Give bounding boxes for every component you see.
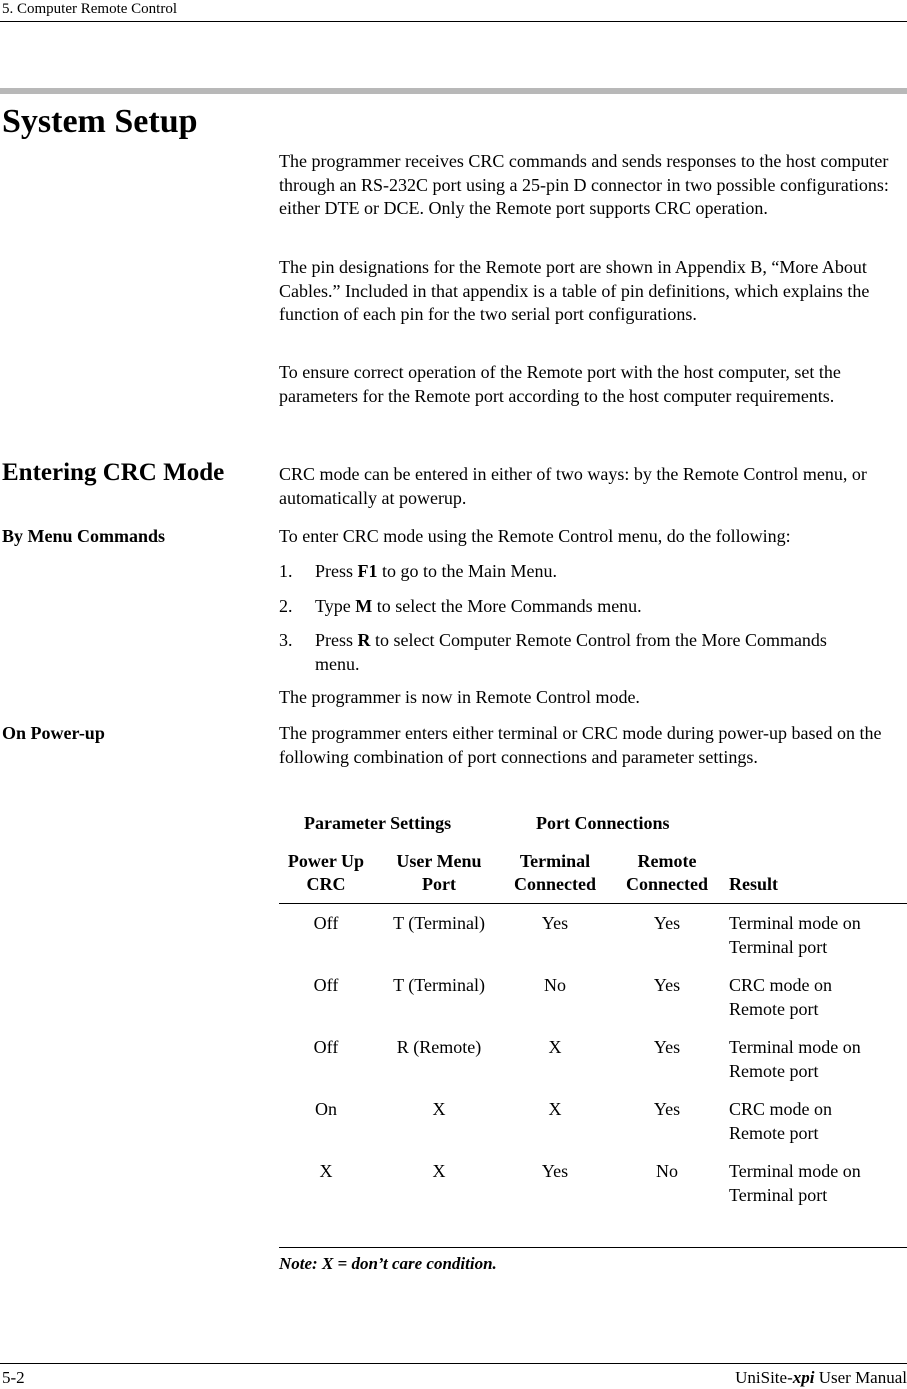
cell-remote-connected: No [656, 1161, 678, 1181]
table-group-parameter-settings: Parameter Settings [304, 813, 452, 833]
step-number: 1. [279, 561, 293, 581]
step-number: 2. [279, 596, 293, 616]
cell-user-menu-port: T (Terminal) [393, 975, 485, 995]
cell-power-up-crc: Off [313, 1037, 339, 1057]
cell-user-menu-port: R (Remote) [396, 1037, 482, 1057]
section-title-entering-crc: Entering CRC Mode [2, 459, 225, 486]
setup-paragraph-2: The pin designations for the Remote port are shown in Appendix B, “More About Cables.” Included in that appendix is a table of pin definitions, which explains the function of each pin for the two serial port configurations. [279, 257, 870, 324]
step-2: 2. Type M to select the More Commands menu. [279, 595, 907, 619]
table-row [0, 1036, 907, 1084]
column-header-power-up-crc: Power Up CRC [287, 851, 365, 894]
footer-rule [0, 1363, 907, 1364]
table-group-port-connections: Port Connections [536, 813, 670, 833]
cell-remote-connected: Yes [653, 1037, 681, 1057]
by-menu-outro: The programmer is now in Remote Control mode. [279, 687, 640, 707]
step-1: 1. Press F1 to go to the Main Menu. [279, 560, 907, 584]
manual-title: UniSite-xpi User Manual [735, 1368, 907, 1387]
table-row [0, 1098, 907, 1146]
header-rule [0, 21, 907, 22]
cell-terminal-connected: Yes [541, 1161, 569, 1181]
cell-remote-connected: Yes [653, 1099, 681, 1119]
step-number: 3. [279, 630, 293, 650]
table-note: Note: X = don’t care condition. [279, 1254, 497, 1273]
by-menu-intro: To enter CRC mode using the Remote Control menu, do the following: [279, 526, 791, 546]
column-header-user-menu-port: User Menu Port [396, 851, 482, 894]
cell-user-menu-port: X [432, 1099, 446, 1119]
cell-terminal-connected: X [548, 1037, 562, 1057]
cell-terminal-connected: Yes [541, 913, 569, 933]
cell-power-up-crc: Off [313, 975, 339, 995]
column-header-terminal-connected: Terminal Connected [514, 851, 596, 894]
column-header-remote-connected: Remote Connected [626, 851, 708, 894]
setup-paragraph-1: The programmer receives CRC commands and sends responses to the host computer through an RS-232C port using a 25-pin D connector in two possible configurations: either DTE or DCE. Only the Remote port supports CRC operation. [279, 151, 889, 218]
table-row [0, 1160, 907, 1208]
cell-result: Terminal mode on Terminal port [729, 1161, 861, 1205]
key-m: M [355, 596, 373, 616]
column-header-result: Result [729, 874, 778, 894]
section-bar [0, 88, 907, 94]
cell-user-menu-port: T (Terminal) [393, 913, 485, 933]
cell-remote-connected: Yes [653, 913, 681, 933]
cell-result: Terminal mode on Remote port [729, 1037, 861, 1081]
power-up-intro: The programmer enters either terminal or CRC mode during power-up based on the following combination of port connections and parameter settings. [279, 723, 882, 767]
cell-result: CRC mode on Remote port [729, 975, 833, 1019]
cell-power-up-crc: Off [313, 913, 339, 933]
section-title-system-setup: System Setup [2, 103, 198, 140]
cell-power-up-crc: X [319, 1161, 333, 1181]
subsection-title-by-menu: By Menu Commands [2, 526, 166, 546]
page-number: 5-2 [2, 1368, 25, 1387]
subsection-title-power-up: On Power-up [2, 723, 105, 743]
step-3: 3. Press R to select Computer Remote Control from the More Commands menu. [279, 630, 827, 674]
cell-remote-connected: Yes [653, 975, 681, 995]
key-f1: F1 [357, 561, 378, 581]
cell-result: CRC mode on Remote port [729, 1099, 833, 1143]
table-row [0, 974, 907, 1022]
key-r: R [357, 630, 371, 650]
table-footer-rule [279, 1247, 907, 1248]
running-header: 5. Computer Remote Control [2, 1, 177, 17]
cell-terminal-connected: X [548, 1099, 562, 1119]
table-header-rule [279, 903, 907, 904]
table-row [0, 912, 907, 960]
cell-terminal-connected: No [544, 975, 566, 995]
cell-user-menu-port: X [432, 1161, 446, 1181]
cell-result: Terminal mode on Terminal port [729, 913, 861, 957]
setup-paragraph-3: To ensure correct operation of the Remote port with the host computer, set the parameters for the Remote port according to the host computer requirements. [279, 362, 841, 406]
entering-crc-intro: CRC mode can be entered in either of two ways: by the Remote Control menu, or automatically at powerup. [279, 464, 867, 508]
cell-power-up-crc: On [315, 1099, 337, 1119]
